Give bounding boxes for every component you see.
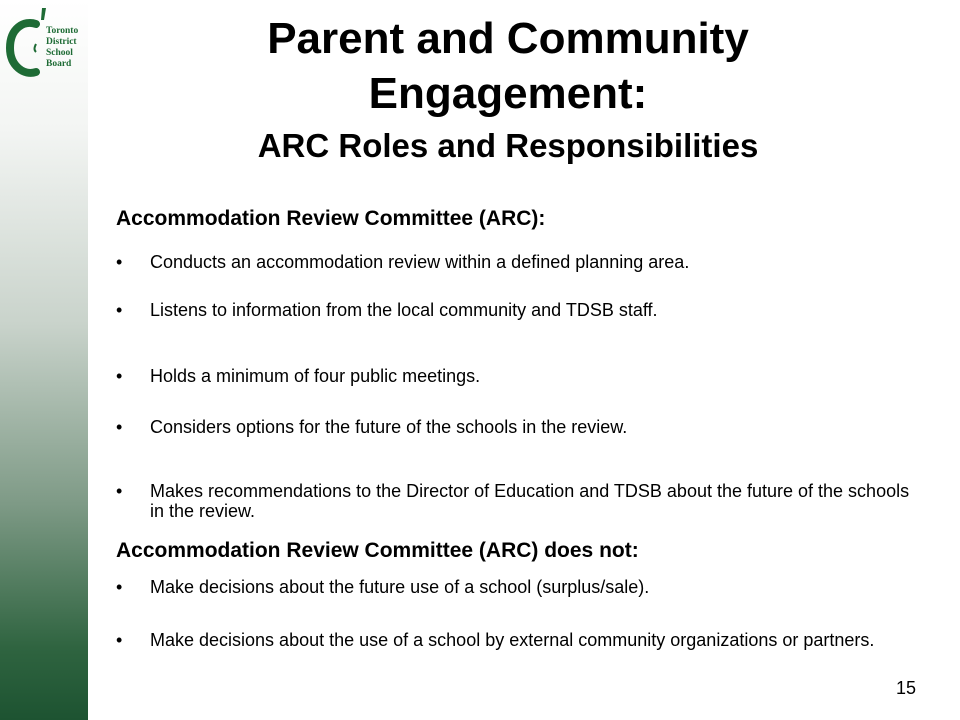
- page-number: 15: [896, 678, 917, 698]
- logo-wordmark: [46, 26, 78, 70]
- bullet-dot-icon: •: [116, 300, 123, 320]
- bullet-dot-icon: •: [116, 630, 123, 650]
- slide-title-line-1: Parent and Community: [267, 14, 749, 63]
- bullet-dot-icon: •: [116, 252, 123, 272]
- logo-line: Toronto: [46, 26, 79, 36]
- section-heading-arc-does-not: Accommodation Review Committee (ARC) does not:: [116, 539, 639, 562]
- bullet-dot-icon: •: [116, 417, 123, 437]
- bullet-dot-icon: •: [116, 366, 123, 386]
- bullet-text: Listens to information from the local community and TDSB staff.: [150, 300, 658, 320]
- bullet-text: Makes recommendations to the Director of Education and TDSB about the future of the schools in the review.: [150, 481, 910, 521]
- bullet-text: Holds a minimum of four public meetings.: [150, 366, 481, 386]
- slide-subtitle: ARC Roles and Responsibilities: [257, 127, 759, 164]
- bullet-text: Make decisions about the future use of a school (surplus/sale).: [150, 577, 650, 597]
- bullet-dot-icon: •: [116, 481, 123, 501]
- logo-line: School: [46, 48, 73, 58]
- bullet-text: Make decisions about the use of a school by external community organizations or partners.: [150, 630, 875, 650]
- bullet-text: Conducts an accommodation review within a defined planning area.: [150, 252, 690, 272]
- section-heading-arc: Accommodation Review Committee (ARC):: [116, 207, 546, 230]
- logo-line: District: [46, 37, 77, 47]
- tdsb-logo: [6, 6, 86, 78]
- bullet-dot-icon: •: [116, 577, 123, 597]
- slide-title-line-2: Engagement:: [368, 69, 648, 118]
- bullet-text: Considers options for the future of the schools in the review.: [150, 417, 628, 437]
- logo-line: Board: [46, 59, 72, 69]
- sidebar-gradient: [0, 0, 88, 720]
